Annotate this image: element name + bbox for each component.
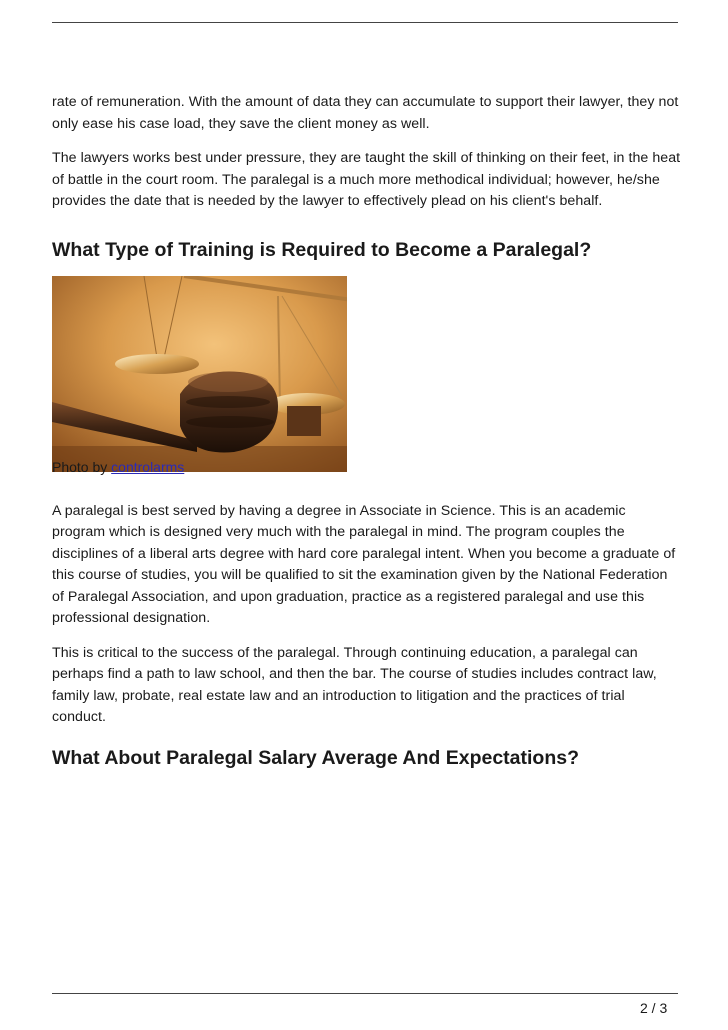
photo-caption-prefix: Photo by <box>52 458 112 475</box>
photo-caption <box>52 459 184 475</box>
photo-credit-link[interactable]: controlarms <box>111 458 185 475</box>
gavel-and-scales-photo <box>52 276 347 472</box>
footer-rule <box>52 993 678 994</box>
header-rule <box>52 22 678 23</box>
page-number: 2 / 3 <box>640 1000 668 1016</box>
heading-training: What Type of Training is Required to Become a Paralegal? <box>52 238 592 261</box>
page-content <box>52 92 682 771</box>
gavel-photo-figure <box>52 276 347 475</box>
paragraph-lawyers-pressure: The lawyers works best under pressure, they are taught the skill of thinking on their feet, in the heat of battle in the court room. The paralegal is a much more methodical individual; however, he/she provides the date that is needed by the lawyer to effectively plead on his client's behalf. <box>52 150 681 209</box>
paragraph-continuing-education: This is critical to the success of the paralegal. Through continuing education, a paralegal can perhaps find a path to law school, and then the bar. The course of studies includes contract law, family law, probate, real estate law and an introduction to litigation and the practices of trial conduct. <box>52 644 657 725</box>
paragraph-associate-degree: A paralegal is best served by having a degree in Associate in Science. This is an academic program which is designed very much with the paralegal in mind. The program couples the disciplines of a liberal arts degree with hard core paralegal intent. When you become a graduate of this course of studies, you will be qualified to sit the examination given by the National Federation of Paralegal Association, and upon graduation, practice as a registered paralegal and use this professional designation. <box>52 502 676 626</box>
paragraph-remuneration: rate of remuneration. With the amount of data they can accumulate to support their lawyer, they not only ease his case load, they save the client money as well. <box>52 94 679 132</box>
heading-salary: What About Paralegal Salary Average And Expectations? <box>52 746 579 769</box>
